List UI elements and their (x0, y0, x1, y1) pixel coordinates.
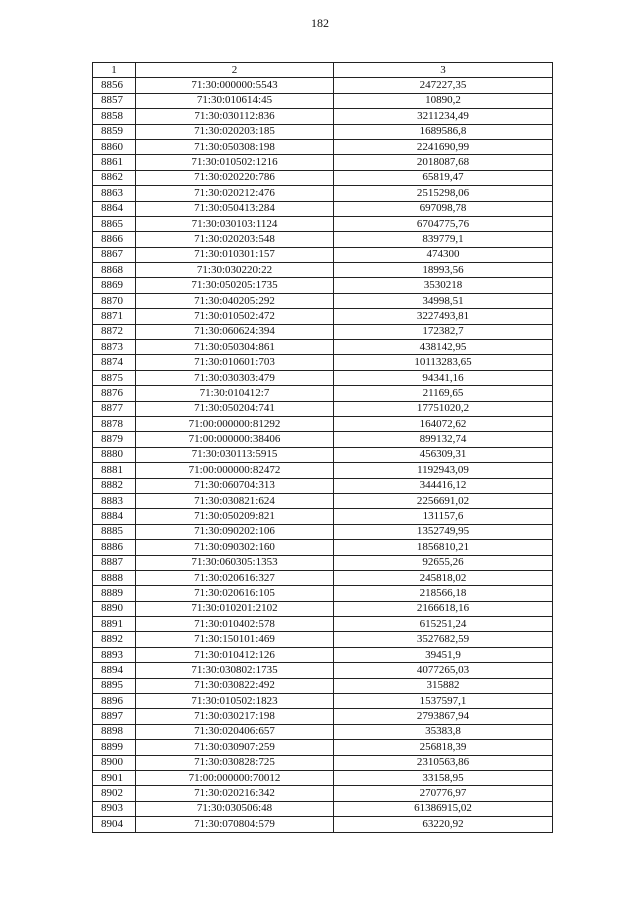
cadastral-number-cell: 71:30:020616:327 (136, 570, 334, 585)
cadastral-number-cell: 71:30:020203:185 (136, 124, 334, 139)
value-cell: 39451,9 (334, 647, 553, 662)
row-number-cell: 8882 (93, 478, 136, 493)
value-cell: 438142,95 (334, 340, 553, 355)
value-cell: 3527682,59 (334, 632, 553, 647)
header-row (93, 63, 553, 78)
row-number-cell: 8867 (93, 247, 136, 262)
table-row (93, 493, 553, 508)
value-cell: 2166618,16 (334, 601, 553, 616)
value-cell: 839779,1 (334, 232, 553, 247)
table-row (93, 155, 553, 170)
cadastral-number-cell: 71:30:030220:22 (136, 263, 334, 278)
row-number-cell: 8868 (93, 263, 136, 278)
table-row (93, 340, 553, 355)
cadastral-number-cell: 71:30:000000:5543 (136, 78, 334, 93)
table-row (93, 555, 553, 570)
row-number-cell: 8863 (93, 186, 136, 201)
table-row (93, 201, 553, 216)
value-cell: 245818,02 (334, 570, 553, 585)
cadastral-number-cell: 71:30:150101:469 (136, 632, 334, 647)
row-number-cell: 8875 (93, 370, 136, 385)
value-cell: 1537597,1 (334, 694, 553, 709)
value-cell: 34998,51 (334, 293, 553, 308)
table-row (93, 401, 553, 416)
value-cell: 2310563,86 (334, 755, 553, 770)
row-number-cell: 8856 (93, 78, 136, 93)
value-cell: 2515298,06 (334, 186, 553, 201)
table-row (93, 786, 553, 801)
value-cell: 94341,16 (334, 370, 553, 385)
table-row (93, 93, 553, 108)
row-number-cell: 8872 (93, 324, 136, 339)
value-cell: 2018087,68 (334, 155, 553, 170)
row-number-cell: 8866 (93, 232, 136, 247)
value-cell: 35383,8 (334, 724, 553, 739)
value-cell: 899132,74 (334, 432, 553, 447)
value-cell: 2793867,94 (334, 709, 553, 724)
row-number-cell: 8885 (93, 524, 136, 539)
table-row (93, 770, 553, 785)
value-cell: 18993,56 (334, 263, 553, 278)
table-row (93, 247, 553, 262)
cadastral-number-cell: 71:30:010502:1823 (136, 694, 334, 709)
cadastral-number-cell: 71:30:030907:259 (136, 740, 334, 755)
row-number-cell: 8861 (93, 155, 136, 170)
row-number-cell: 8873 (93, 340, 136, 355)
header-col-3: 3 (334, 63, 553, 78)
row-number-cell: 8881 (93, 463, 136, 478)
value-cell: 218566,18 (334, 586, 553, 601)
cadastral-number-cell: 71:30:010412:7 (136, 386, 334, 401)
row-number-cell: 8887 (93, 555, 136, 570)
row-number-cell: 8894 (93, 663, 136, 678)
row-number-cell: 8892 (93, 632, 136, 647)
row-number-cell: 8877 (93, 401, 136, 416)
cadastral-number-cell: 71:30:020616:105 (136, 586, 334, 601)
value-cell: 33158,95 (334, 770, 553, 785)
value-cell: 17751020,2 (334, 401, 553, 416)
row-number-cell: 8896 (93, 694, 136, 709)
table-row (93, 78, 553, 93)
value-cell: 3211234,49 (334, 109, 553, 124)
cadastral-number-cell: 71:30:030112:836 (136, 109, 334, 124)
table-row (93, 432, 553, 447)
value-cell: 164072,62 (334, 416, 553, 431)
value-cell: 2256691,02 (334, 493, 553, 508)
row-number-cell: 8902 (93, 786, 136, 801)
row-number-cell: 8870 (93, 293, 136, 308)
value-cell: 61386915,02 (334, 801, 553, 816)
table-row (93, 416, 553, 431)
table-row (93, 524, 553, 539)
table-row (93, 632, 553, 647)
row-number-cell: 8901 (93, 770, 136, 785)
value-cell: 131157,6 (334, 509, 553, 524)
value-cell: 247227,35 (334, 78, 553, 93)
table-row (93, 139, 553, 154)
header-col-1: 1 (93, 63, 136, 78)
cadastral-number-cell: 71:30:010502:472 (136, 309, 334, 324)
table-body (93, 78, 553, 832)
row-number-cell: 8869 (93, 278, 136, 293)
row-number-cell: 8900 (93, 755, 136, 770)
cadastral-number-cell: 71:30:050204:741 (136, 401, 334, 416)
value-cell: 6704775,76 (334, 216, 553, 231)
table-row (93, 386, 553, 401)
value-cell: 2241690,99 (334, 139, 553, 154)
cadastral-number-cell: 71:30:050304:861 (136, 340, 334, 355)
value-cell: 4077265,03 (334, 663, 553, 678)
row-number-cell: 8865 (93, 216, 136, 231)
cadastral-number-cell: 71:30:070804:579 (136, 817, 334, 832)
cadastral-number-cell: 71:30:010201:2102 (136, 601, 334, 616)
cadastral-number-cell: 71:30:010614:45 (136, 93, 334, 108)
cadastral-number-cell: 71:30:030828:725 (136, 755, 334, 770)
table-row (93, 586, 553, 601)
table-row (93, 170, 553, 185)
cadastral-number-cell: 71:30:040205:292 (136, 293, 334, 308)
cadastral-number-cell: 71:30:010601:703 (136, 355, 334, 370)
value-cell: 270776,97 (334, 786, 553, 801)
value-cell: 1192943,09 (334, 463, 553, 478)
table-row (93, 263, 553, 278)
row-number-cell: 8876 (93, 386, 136, 401)
cadastral-number-cell: 71:30:090302:160 (136, 540, 334, 555)
table-row (93, 447, 553, 462)
row-number-cell: 8858 (93, 109, 136, 124)
row-number-cell: 8874 (93, 355, 136, 370)
row-number-cell: 8889 (93, 586, 136, 601)
row-number-cell: 8890 (93, 601, 136, 616)
row-number-cell: 8871 (93, 309, 136, 324)
row-number-cell: 8864 (93, 201, 136, 216)
value-cell: 615251,24 (334, 617, 553, 632)
table-row (93, 570, 553, 585)
table-row (93, 540, 553, 555)
table-row (93, 216, 553, 231)
cadastral-number-cell: 71:30:020203:548 (136, 232, 334, 247)
cadastral-number-cell: 71:30:060704:313 (136, 478, 334, 493)
table-row (93, 478, 553, 493)
cadastral-number-cell: 71:30:020212:476 (136, 186, 334, 201)
cadastral-number-cell: 71:30:030506:48 (136, 801, 334, 816)
table-row (93, 694, 553, 709)
value-cell: 3227493,81 (334, 309, 553, 324)
value-cell: 172382,7 (334, 324, 553, 339)
row-number-cell: 8903 (93, 801, 136, 816)
cadastral-number-cell: 71:30:030822:492 (136, 678, 334, 693)
table-header (93, 63, 553, 78)
cadastral-number-cell: 71:30:030217:198 (136, 709, 334, 724)
table-row (93, 324, 553, 339)
cadastral-number-cell: 71:30:020220:786 (136, 170, 334, 185)
cadastral-number-cell: 71:00:000000:38406 (136, 432, 334, 447)
value-cell: 256818,39 (334, 740, 553, 755)
cadastral-number-cell: 71:00:000000:81292 (136, 416, 334, 431)
cadastral-number-cell: 71:30:020406:657 (136, 724, 334, 739)
table-row (93, 678, 553, 693)
table-row (93, 801, 553, 816)
row-number-cell: 8878 (93, 416, 136, 431)
value-cell: 21169,65 (334, 386, 553, 401)
cadastral-number-cell: 71:00:000000:70012 (136, 770, 334, 785)
row-number-cell: 8899 (93, 740, 136, 755)
cadastral-number-cell: 71:30:020216:342 (136, 786, 334, 801)
row-number-cell: 8862 (93, 170, 136, 185)
cadastral-number-cell: 71:30:030303:479 (136, 370, 334, 385)
value-cell: 10890,2 (334, 93, 553, 108)
row-number-cell: 8898 (93, 724, 136, 739)
value-cell: 1689586,8 (334, 124, 553, 139)
row-number-cell: 8859 (93, 124, 136, 139)
table-row (93, 186, 553, 201)
table-row (93, 617, 553, 632)
row-number-cell: 8893 (93, 647, 136, 662)
value-cell: 456309,31 (334, 447, 553, 462)
row-number-cell: 8895 (93, 678, 136, 693)
cadastral-number-cell: 71:30:030113:5915 (136, 447, 334, 462)
table-row (93, 355, 553, 370)
value-cell: 3530218 (334, 278, 553, 293)
row-number-cell: 8897 (93, 709, 136, 724)
value-cell: 65819,47 (334, 170, 553, 185)
table-row (93, 601, 553, 616)
table-row (93, 740, 553, 755)
cadastral-number-cell: 71:30:050209:821 (136, 509, 334, 524)
row-number-cell: 8888 (93, 570, 136, 585)
table-row (93, 370, 553, 385)
table-row (93, 309, 553, 324)
row-number-cell: 8883 (93, 493, 136, 508)
value-cell: 63220,92 (334, 817, 553, 832)
cadastral-number-cell: 71:30:010402:578 (136, 617, 334, 632)
value-cell: 697098,78 (334, 201, 553, 216)
table-row (93, 663, 553, 678)
row-number-cell: 8886 (93, 540, 136, 555)
table-row (93, 232, 553, 247)
value-cell: 1352749,95 (334, 524, 553, 539)
table-row (93, 293, 553, 308)
data-table (92, 62, 553, 833)
value-cell: 315882 (334, 678, 553, 693)
cadastral-number-cell: 71:00:000000:82472 (136, 463, 334, 478)
row-number-cell: 8891 (93, 617, 136, 632)
cadastral-number-cell: 71:30:030103:1124 (136, 216, 334, 231)
value-cell: 10113283,65 (334, 355, 553, 370)
table-row (93, 709, 553, 724)
table-row (93, 817, 553, 832)
table-row (93, 509, 553, 524)
row-number-cell: 8884 (93, 509, 136, 524)
header-col-2: 2 (136, 63, 334, 78)
cadastral-number-cell: 71:30:010502:1216 (136, 155, 334, 170)
value-cell: 1856810,21 (334, 540, 553, 555)
cadastral-number-cell: 71:30:030802:1735 (136, 663, 334, 678)
value-cell: 474300 (334, 247, 553, 262)
table-row (93, 278, 553, 293)
cadastral-number-cell: 71:30:060305:1353 (136, 555, 334, 570)
table-row (93, 647, 553, 662)
cadastral-number-cell: 71:30:090202:106 (136, 524, 334, 539)
cadastral-number-cell: 71:30:030821:624 (136, 493, 334, 508)
cadastral-number-cell: 71:30:010412:126 (136, 647, 334, 662)
cadastral-number-cell: 71:30:010301:157 (136, 247, 334, 262)
value-cell: 92655,26 (334, 555, 553, 570)
table-row (93, 724, 553, 739)
value-cell: 344416,12 (334, 478, 553, 493)
row-number-cell: 8860 (93, 139, 136, 154)
row-number-cell: 8879 (93, 432, 136, 447)
table-row (93, 124, 553, 139)
table-row (93, 109, 553, 124)
cadastral-number-cell: 71:30:050413:284 (136, 201, 334, 216)
page-number: 182 (311, 16, 329, 30)
row-number-cell: 8880 (93, 447, 136, 462)
cadastral-number-cell: 71:30:050205:1735 (136, 278, 334, 293)
cadastral-number-cell: 71:30:050308:198 (136, 139, 334, 154)
row-number-cell: 8904 (93, 817, 136, 832)
table-row (93, 755, 553, 770)
table-row (93, 463, 553, 478)
row-number-cell: 8857 (93, 93, 136, 108)
cadastral-number-cell: 71:30:060624:394 (136, 324, 334, 339)
